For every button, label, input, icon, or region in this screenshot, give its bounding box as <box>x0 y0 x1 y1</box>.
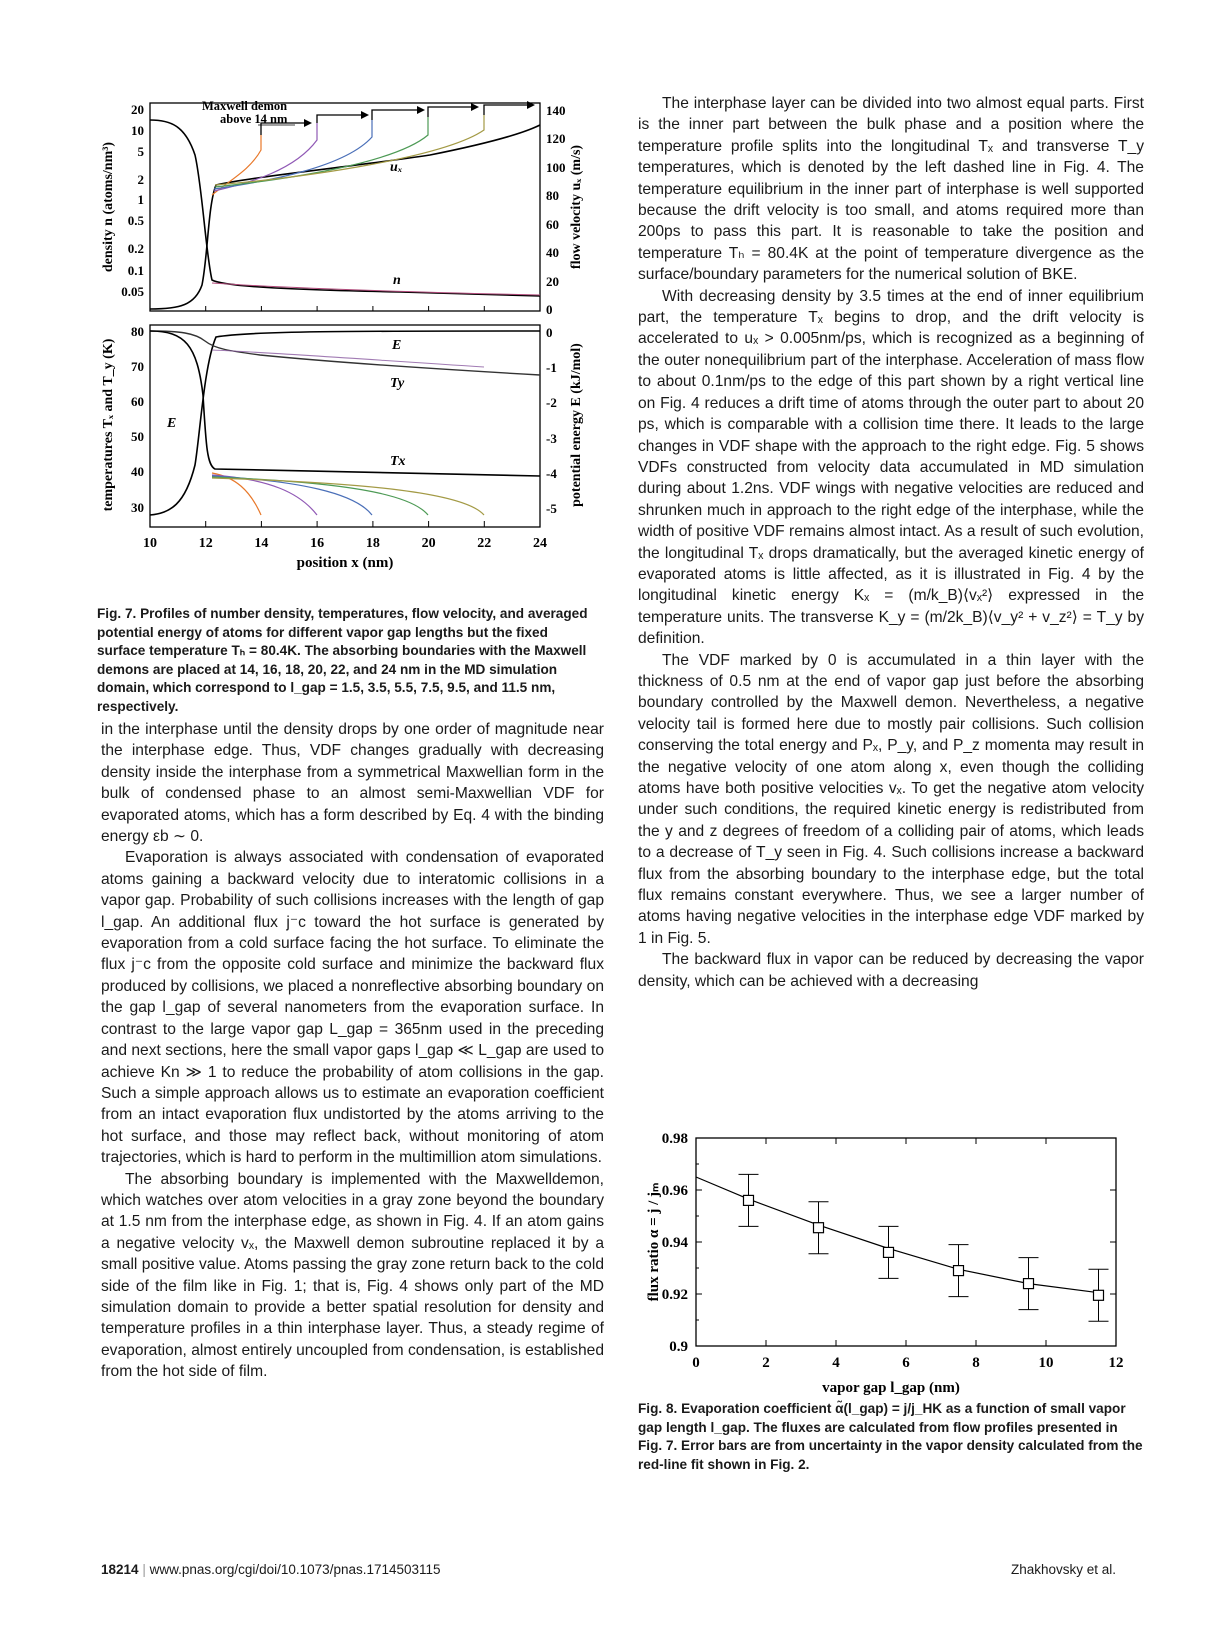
right-paragraph-3: The VDF marked by 0 is accumulated in a thin layer with the thickness of 0.5 nm at the end of vapor gap just before the absorbing boundary controlled by the Maxwell demon. Nevertheless, a negative velocity tail is formed here due to mostly pair collisions. Such collision conserving the total energy and Pₓ, P_y, and P_z momenta may result in the negative velocity of one atom along x, even though the colliding atoms have both positive velocities vₓ. To get the negative atom velocity under such conditions, the required kinetic energy is redistributed from the y and z degrees of freedom of a colliding pair of atoms, which leads to a decrease of T_y seen in Fig. 4. Such collisions increase a backward flux from the absorbing boundary to the interphase edge, but the total flux remains constant everywhere. Thus, we see a larger number of atoms having negative velocities in the interphase edge VDF marked by 1 in Fig. 5. <box>638 651 1144 947</box>
fig7-density-curve <box>150 120 540 296</box>
right-column <box>638 93 1144 992</box>
fig7-velocity-branch-blue <box>214 120 372 189</box>
fig8-caption-label: Fig. 8. <box>638 1401 678 1416</box>
fig7-bottom-left-tick: 60 <box>131 394 144 409</box>
fig7-x-tick: 12 <box>198 536 213 551</box>
footer-separator: | <box>142 1562 150 1577</box>
fig7-top-right-tick: 40 <box>546 245 559 260</box>
fig8-y-tick-label: 0.94 <box>661 1235 688 1251</box>
fig8-caption-text: Evaporation coefficient α̃(l_gap) = j/j_HK as a function of small vapor gap length l_gap. The fluxes are calculated from flow profiles presented in Fig. 7. Error bars are from uncertainty in the vapor density calculated from the red-line fit shown in Fig. 2. <box>638 1401 1143 1472</box>
right-paragraph-2: With decreasing density by 3.5 times at the end of inner equilibrium part, the temperature Tₓ begins to drop, and the drift velocity is accelerated to uₓ > 0.005nm/ps, which is recognized as a beginning of the outer nonequilibrium part of the interphase. Acceleration of mass flow to about 0.1nm/ps to the edge of this part shown by a right vertical line on Fig. 4 reduces a drift time of atoms through the outer part to about 20 ps, which is comparable with a collision time there. It leads to the large changes in VDF shape with the approach to the right edge. Fig. 5 shows VDFs constructed from velocity data accumulated in MD simulation during about 1.2ns. VDF wings with negative velocities are reduced and shrunken much in approach to the right edge of the interphase, while the width of positive VDF remains almost intact. As a result of such evolution, the longitudinal Tₓ drops dramatically, but the averaged kinetic energy of evaporated atoms is little affected, as it is illustrated in Fig. 4 by the longitudinal kinetic energy Kₓ = (m/k_B)⟨vₓ²⟩ expressed in the temperature units. The transverse K_y = (m/2k_B)⟨v_y² + v_z²⟩ = T_y by definition. <box>638 287 1144 648</box>
right-paragraph-1: The interphase layer can be divided into two almost equal parts. First is the inner part between the bulk phase and a position where the temperature profile splits into the longitudinal Tₓ and transverse T_y temperatures, which is denoted by the left dashed line in Fig. 4. The temperature equilibrium in the inner part of interphase is well supported because the drift velocity is too small, and atoms required more than 200ps to pass this part. It is reasonable to take the position and temperature Tₕ = 80.4K at the point of temperature divergence as the surface/boundary parameters for the numerical solution of BKE. <box>638 95 1144 284</box>
fig7-bottom-right-tick: -1 <box>546 360 557 375</box>
fig7-top-right-tick: 80 <box>546 188 559 203</box>
fig7-label-E-left: E <box>167 416 177 431</box>
fig8-x-tick-label: 2 <box>762 1355 770 1371</box>
fig7-x-tickmarks <box>150 306 540 527</box>
fig7-top-left-tick: 5 <box>137 144 144 159</box>
fig8-data-point <box>954 1266 964 1276</box>
fig7-top-frame <box>150 103 540 311</box>
fig8-x-tick-label: 10 <box>1038 1355 1054 1371</box>
fig8-data-point <box>884 1247 894 1257</box>
fig7-bottom-left-tick: 70 <box>131 359 144 374</box>
left-paragraph-3: The absorbing boundary is implemented with the Maxwelldemon, which watches over atom velocities in a gray zone beyond the boundary at 1.5 nm from the interphase edge, as shown in Fig. 4. If an atom gains a negative velocity vₓ, the Maxwell demon subroutine replaced it by a small positive value. Atoms passing the gray zone return back to the cold side of the film like in Fig. 1; that is, Fig. 4 shows only part of the MD simulation domain to provide a better spatial resolution for density and temperature profiles in a thin interphase layer. Thus, a steady regime of evaporation, almost entirely uncoupled from condensation, is established from the hot side of film. <box>101 1170 604 1381</box>
fig7-bottom-right-tick: -5 <box>546 501 557 516</box>
fig7-tx-branch-purple <box>212 475 317 515</box>
fig8-frame <box>696 1138 1116 1346</box>
fig8-x-tick-label: 8 <box>972 1355 980 1371</box>
fig8-y-axis-label: flux ratio α = j / jₘ <box>646 1182 662 1302</box>
fig7-tx-branch-olive <box>212 478 484 515</box>
fig8-x-axis-label: vapor gap l_gap (nm) <box>822 1380 960 1396</box>
footer <box>101 1562 441 1577</box>
fig7-demon-arrows <box>261 105 528 135</box>
fig8-y-tick-label: 0.96 <box>661 1183 688 1199</box>
fig7-label-Ty: Ty <box>390 376 405 391</box>
fig7-bottom-right-tick: 0 <box>546 325 553 340</box>
footer-authors: Zhakhovsky et al. <box>1010 1562 1116 1577</box>
fig8-y-tick-label: 0.92 <box>661 1287 688 1303</box>
fig7-x-tick: 20 <box>421 536 436 551</box>
fig7-x-tick: 24 <box>533 536 547 551</box>
figure-7 <box>100 95 610 585</box>
left-paragraph-2: Evaporation is always associated with condensation of evaporated atoms gaining a backward velocity due to interatomic collisions in a vapor gap. Probability of such collisions increases with the length of gap l_gap. An additional flux j⁻c toward the hot surface is generated by evaporation from a cold surface facing the hot surface. To eliminate the flux j⁻c from the opposite cold surface and minimize the backward flux produced by collisions, we placed a nonreflective absorbing boundary on the gap l_gap of several nanometers from the evaporation surface. In contrast to the large vapor gap L_gap = 365nm used in the preceding and next sections, here the small vapor gaps l_gap ≪ L_gap are used to achieve Kn ≫ 1 to reduce the probability of atom collisions in the gap. Such a simple approach allows us to estimate an evaporation coefficient from an intact evaporation flux undistorted by the atoms arriving to the hot surface, and those may reflect back, without monitoring of atom trajectories, which is hard to perform in the multimillion atom simulations. <box>101 849 604 1167</box>
fig7-x-tick: 18 <box>365 536 380 551</box>
fig8-data-point <box>1024 1279 1034 1289</box>
fig7-label-n: n <box>393 273 401 288</box>
fig7-x-tick: 22 <box>477 536 492 551</box>
fig7-x-tick: 10 <box>143 536 157 551</box>
right-paragraph-4: The backward flux in vapor can be reduced by decreasing the vapor density, which can be achieved with a decreasing <box>638 951 1144 990</box>
fig7-bottom-right-tick: -4 <box>546 466 557 481</box>
fig7-bottom-frame <box>150 325 540 527</box>
fig7-demon-label-2: above 14 nm <box>220 112 288 126</box>
fig8-x-tick-label: 4 <box>832 1355 840 1371</box>
fig7-x-tick: 16 <box>310 536 325 551</box>
figure-8 <box>636 1130 1146 1420</box>
fig7-ty-branch-colors <box>212 350 484 367</box>
fig8-x-tick-label: 0 <box>692 1355 700 1371</box>
fig8-fit-curve <box>696 1177 1099 1293</box>
fig7-caption-label: Fig. 7. <box>97 606 137 621</box>
fig7-caption-text: Profiles of number density, temperatures, flow velocity, and averaged potential energy of atoms for different vapor gap lengths but the fixed surface temperature Tₕ = 80.4K. The absorbing boundaries with the Maxwell demons are placed at 14, 16, 18, 20, 22, and 24 nm in the MD simulation domain, which correspond to l_gap = 1.5, 3.5, 5.5, 7.5, 9.5, and 11.5 nm, respectively. <box>97 606 588 714</box>
fig8-y-tick-label: 0.98 <box>661 1131 688 1147</box>
fig7-velocity-axis-label: flow velocity uₓ (m/s) <box>569 144 584 270</box>
fig7-temperature-axis-label: temperatures Tₓ and T_y (K) <box>101 338 116 512</box>
fig7-top-right-tick: 0 <box>546 302 553 317</box>
fig7-top-right-tick: 120 <box>546 131 566 146</box>
fig7-top-left-tick: 20 <box>131 102 144 117</box>
fig7-tx-curve <box>150 331 540 476</box>
fig7-energy-axis-label: potential energy E (kJ/mol) <box>569 343 584 507</box>
fig8-points <box>739 1174 1109 1321</box>
fig7-top-right-tick: 20 <box>546 274 559 289</box>
footer-url[interactable]: www.pnas.org/cgi/doi/10.1073/pnas.1714503115 <box>149 1562 441 1577</box>
fig7-velocity-curve <box>150 125 540 309</box>
fig8-caption <box>638 1400 1143 1474</box>
fig7-bottom-left-tick: 80 <box>131 324 144 339</box>
fig7-top-left-tick: 1 <box>137 192 144 207</box>
fig8-data-point <box>1094 1290 1104 1300</box>
page-number: 18214 <box>101 1562 139 1577</box>
fig7-bottom-right-tick: -2 <box>546 395 557 410</box>
fig7-top-left-tick: 0.5 <box>127 213 144 228</box>
fig7-top-left-tick: 0.05 <box>121 284 144 299</box>
fig7-label-E-top: E <box>392 338 402 353</box>
left-column <box>101 719 604 1383</box>
fig7-top-right-tick: 60 <box>546 217 559 232</box>
fig7-bottom-left-tick: 30 <box>131 500 144 515</box>
fig8-x-tick-label: 12 <box>1108 1355 1124 1371</box>
fig7-top-left-tick: 0.1 <box>127 263 144 278</box>
fig7-velocity-branch-green <box>215 117 428 187</box>
fig7-ty-curve <box>150 331 540 375</box>
fig8-y-tick-label: 0.9 <box>669 1339 688 1355</box>
left-paragraph-1: in the interphase until the density drops by one order of magnitude near the interphase edge. Thus, VDF changes gradually with decreasing density inside the interphase from a symmetrical Maxwellian form in the bulk of condensed phase to an almost semi-Maxwellian VDF for evaporated atoms, which has a form described by Eq. 4 with the binding energy εb ∼ 0. <box>101 721 604 846</box>
fig7-x-tick: 14 <box>254 536 269 551</box>
fig7-label-ux: uₓ <box>390 160 403 175</box>
fig8-ticks <box>696 1138 1116 1346</box>
fig7-bottom-left-tick: 50 <box>131 429 144 444</box>
fig8-x-tick-label: 6 <box>902 1355 910 1371</box>
fig7-demon-label-1: Maxwell demon <box>202 99 288 113</box>
fig7-top-left-tick: 2 <box>137 172 144 187</box>
fig7-caption <box>97 605 597 717</box>
fig8-data-point <box>814 1223 824 1233</box>
fig8-data-point <box>744 1195 754 1205</box>
fig7-bottom-left-tick: 40 <box>131 464 144 479</box>
fig7-top-left-tick: 10 <box>131 123 144 138</box>
fig7-density-axis-label: density n (atoms/nm³) <box>101 141 116 273</box>
fig7-top-right-tick: 140 <box>546 103 566 118</box>
fig7-x-axis-label: position x (nm) <box>296 555 394 571</box>
fig7-label-Tx: Tx <box>390 454 406 469</box>
fig7-density-branch <box>212 283 540 295</box>
fig7-bottom-right-tick: -3 <box>546 431 557 446</box>
fig7-top-right-tick: 100 <box>546 160 566 175</box>
fig7-top-left-tick: 0.2 <box>127 241 144 256</box>
